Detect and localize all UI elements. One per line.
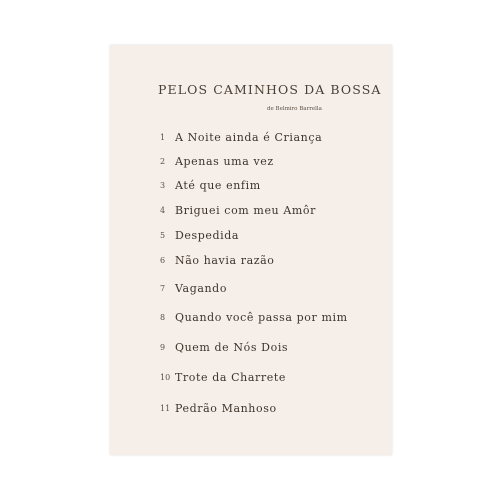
song-item bbox=[160, 250, 275, 268]
song-title: Vagando bbox=[175, 282, 228, 295]
song-number: 1 bbox=[160, 133, 166, 142]
song-number: 7 bbox=[160, 284, 166, 293]
booklet-page bbox=[110, 45, 392, 455]
song-title: Apenas uma vez bbox=[175, 155, 274, 168]
song-item bbox=[160, 398, 277, 416]
booklet-author: de Belmiro Barrella bbox=[267, 106, 322, 112]
song-item bbox=[160, 175, 261, 193]
song-title: Até que enfim bbox=[175, 179, 261, 192]
song-item bbox=[160, 200, 316, 218]
song-item bbox=[160, 225, 239, 243]
song-title: Trote da Charrete bbox=[175, 371, 286, 384]
song-number: 11 bbox=[160, 404, 171, 413]
song-number: 5 bbox=[160, 231, 166, 240]
song-title: Pedrão Manhoso bbox=[175, 402, 277, 415]
song-title: Despedida bbox=[175, 229, 240, 242]
song-number: 3 bbox=[160, 181, 166, 190]
song-item bbox=[160, 367, 286, 385]
song-number: 6 bbox=[160, 256, 166, 265]
song-number: 9 bbox=[160, 343, 166, 352]
song-item bbox=[160, 278, 227, 296]
song-item bbox=[160, 307, 348, 325]
song-number: 4 bbox=[160, 206, 166, 215]
booklet-title: PELOS CAMINHOS DA BOSSA bbox=[158, 82, 382, 97]
song-item bbox=[160, 337, 288, 355]
song-number: 8 bbox=[160, 313, 166, 322]
song-title: Não havia razão bbox=[175, 254, 275, 267]
song-title: Quando você passa por mim bbox=[175, 311, 348, 324]
song-number: 2 bbox=[160, 157, 166, 166]
song-title: A Noite ainda é Criança bbox=[175, 131, 323, 144]
song-item bbox=[160, 127, 322, 145]
song-title: Briguei com meu Amôr bbox=[175, 204, 316, 217]
song-item bbox=[160, 151, 274, 169]
song-number: 10 bbox=[160, 373, 171, 382]
song-title: Quem de Nós Dois bbox=[175, 341, 289, 354]
